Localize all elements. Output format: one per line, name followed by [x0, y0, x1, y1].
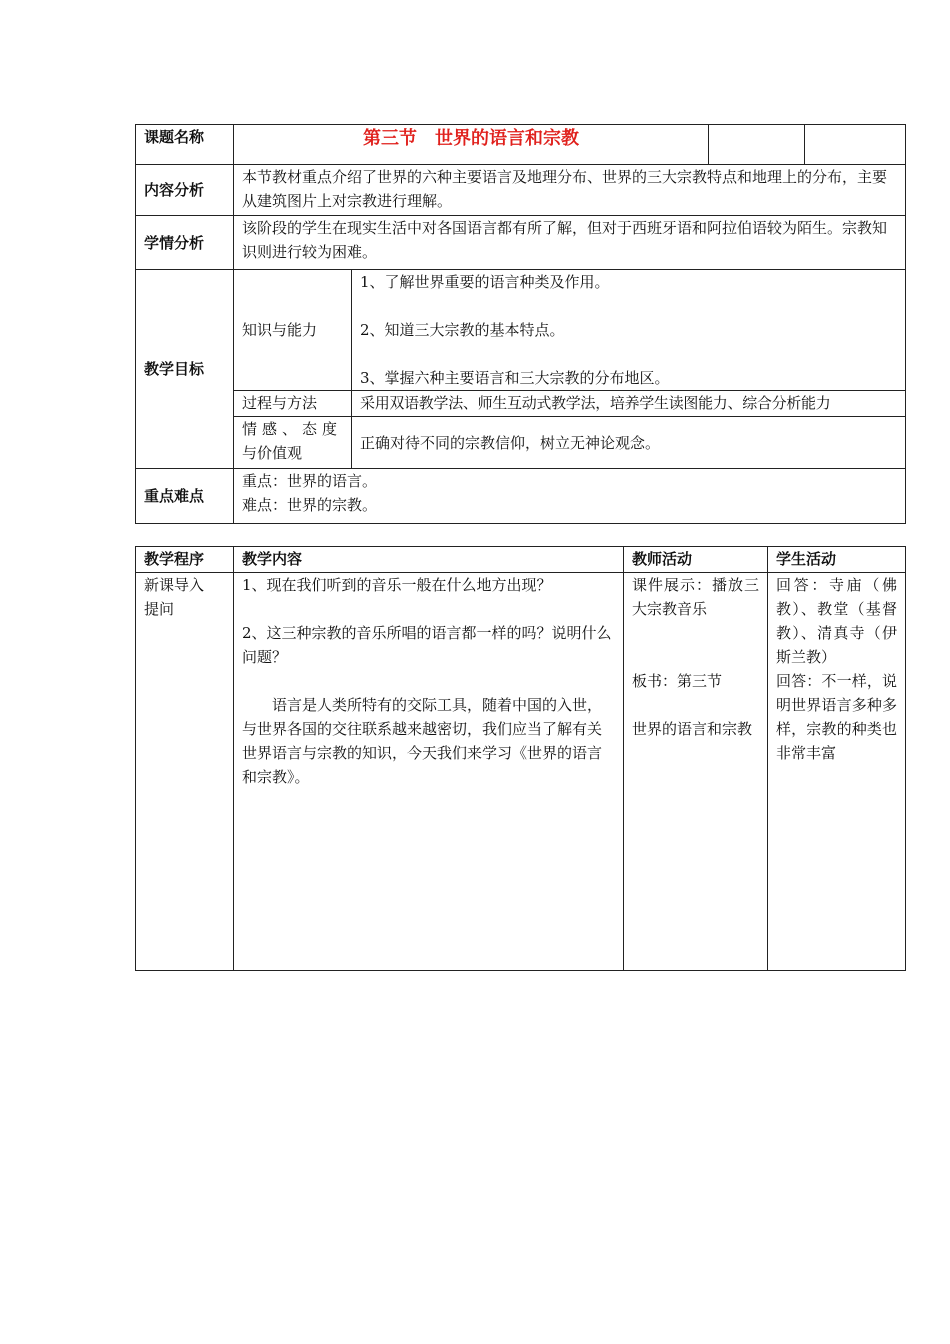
emotion-label-line: 情感、态度 — [242, 420, 343, 438]
teaching-goals-label: 教学目标 — [136, 270, 234, 469]
process-text: 采用双语教学法、师生互动式教学法，培养学生读图能力、综合分析能力 — [352, 391, 906, 417]
lesson-title: 第三节 世界的语言和宗教 — [234, 125, 709, 165]
hard-point: 难点：世界的宗教。 — [242, 496, 378, 514]
step-cell — [136, 573, 234, 971]
content-analysis-text: 本节教材重点介绍了世界的六种主要语言及地理分布、世界的三大宗教特点和地理上的分布，主要从建筑图片上对宗教进行理解。 — [234, 165, 906, 216]
key-points-label: 重点难点 — [136, 469, 234, 524]
student-activity: 回答：寺庙（佛教）、教堂（基督教）、清真寺（伊斯兰教） — [776, 576, 897, 666]
student-activity: 回答：不一样，说明世界语言多种多样，宗教的种类也非常丰富 — [776, 672, 897, 762]
content-question: 2、这三种宗教的音乐所唱的语言都一样的吗？说明什么问题？ — [242, 624, 612, 666]
header-teacher: 教师活动 — [624, 547, 768, 573]
empty-cell — [805, 125, 906, 165]
emotion-label — [234, 417, 352, 469]
teacher-activity: 课件展示：播放三大宗教音乐 — [632, 576, 759, 618]
content-intro: 语言是人类所特有的交际工具，随着中国的入世，与世界各国的交往联系越来越密切，我们应当了解有关世界语言与宗教的知识，今天我们来学习《世界的语言和宗教》。 — [242, 696, 603, 786]
emotion-text: 正确对待不同的宗教信仰，树立无神论观念。 — [352, 417, 906, 469]
knowledge-item: 2、知道三大宗教的基本特点。 — [360, 321, 565, 339]
learner-analysis-label: 学情分析 — [136, 216, 234, 270]
header-step: 教学程序 — [136, 547, 234, 573]
empty-cell — [709, 125, 805, 165]
knowledge-item: 1、了解世界重要的语言种类及作用。 — [360, 273, 610, 291]
student-cell — [768, 573, 906, 971]
content-analysis-label: 内容分析 — [136, 165, 234, 216]
knowledge-list — [352, 270, 906, 391]
process-label: 过程与方法 — [234, 391, 352, 417]
learner-analysis-text: 该阶段的学生在现实生活中对各国语言都有所了解，但对于西班牙语和阿拉伯语较为陌生。宗教知识则进行较为困难。 — [234, 216, 906, 270]
knowledge-label: 知识与能力 — [234, 270, 352, 391]
header-content: 教学内容 — [234, 547, 624, 573]
content-cell — [234, 573, 624, 971]
lesson-plan-table — [135, 124, 906, 524]
key-point: 重点：世界的语言。 — [242, 472, 378, 490]
step-name: 提问 — [144, 600, 175, 618]
step-name: 新课导入 — [144, 576, 205, 594]
knowledge-item: 3、掌握六种主要语言和三大宗教的分布地区。 — [360, 369, 670, 387]
key-points — [234, 469, 906, 524]
teacher-cell — [624, 573, 768, 971]
procedure-table — [135, 546, 906, 971]
teacher-activity: 世界的语言和宗教 — [632, 720, 753, 738]
title-label: 课题名称 — [136, 125, 234, 165]
emotion-label-line: 与价值观 — [242, 444, 303, 462]
header-student: 学生活动 — [768, 547, 906, 573]
teacher-activity: 板书：第三节 — [632, 672, 723, 690]
content-question: 1、现在我们听到的音乐一般在什么地方出现？ — [242, 576, 552, 594]
